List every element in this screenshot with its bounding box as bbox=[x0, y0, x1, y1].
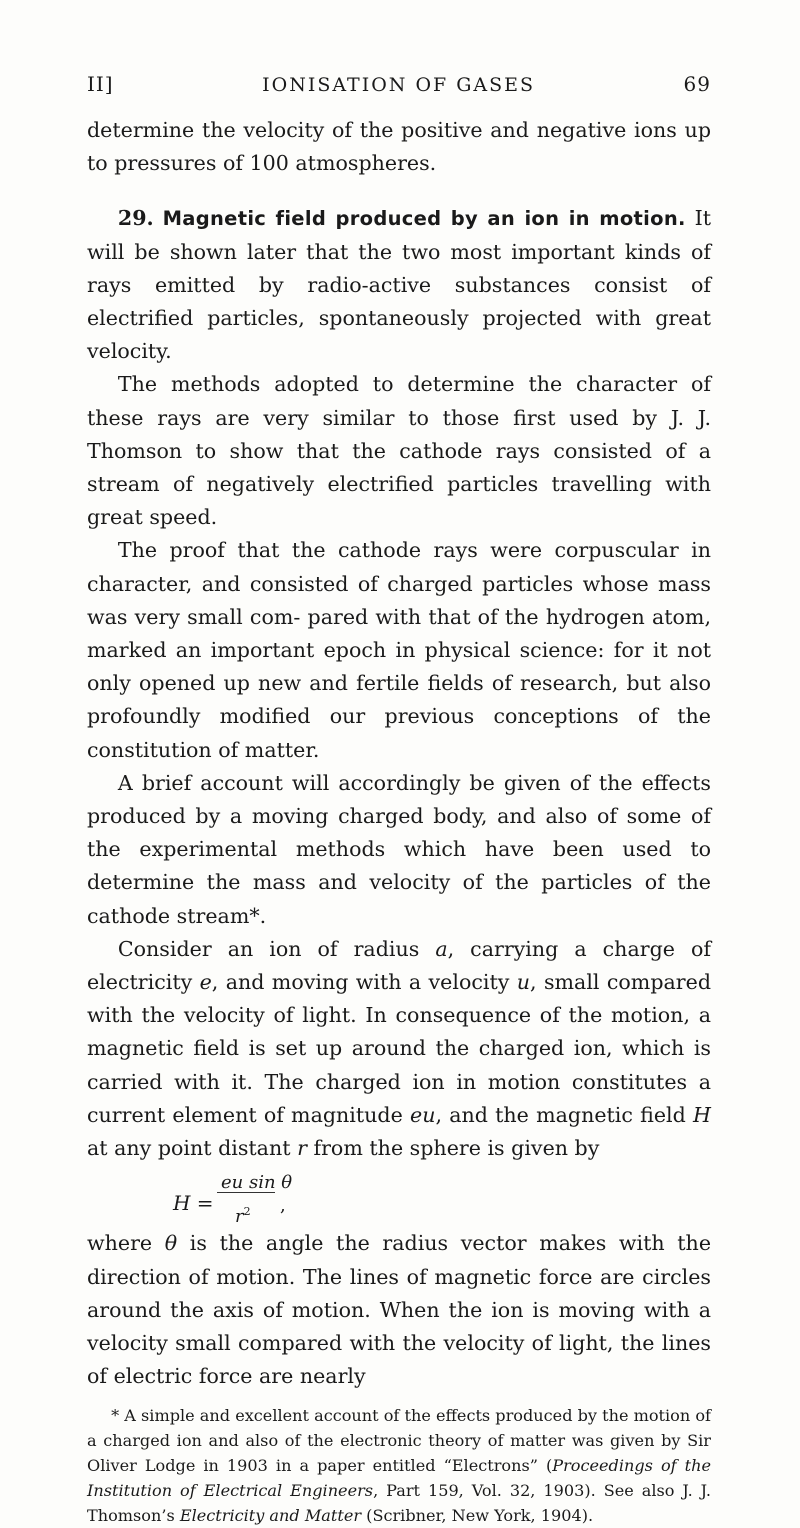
equation-numerator: eu sin θ bbox=[221, 1172, 293, 1194]
equation-lhs: H = bbox=[173, 1191, 214, 1216]
paragraph: A brief account will accordingly be given of the effects produced by a moving charged body, and also of some of the experimental methods which have been used to determine the mass and velocity of the particles of the cathode stream*. bbox=[87, 770, 711, 928]
journal-title: Proceedings of the Institution of Electrical Engineers bbox=[87, 1456, 711, 1501]
equation-comma: , bbox=[280, 1195, 286, 1217]
magnetic-field-equation bbox=[87, 1165, 711, 1227]
equation-denominator: $r^2$ bbox=[235, 1205, 251, 1228]
paragraph: Consider an ion of radius a, carrying a charge of electricity e, and moving with a velocity u, small compared with the velocity of light. In consequence of the motion, a magnetic field is set up around the charged ion, which is carried with it. The charged ion in motion constitutes a current element of magnitude eu, and the magnetic field H at any point distant r from the sphere is given by bbox=[87, 936, 712, 1161]
paragraph: where θ is the angle the radius vector makes with the direction of motion. The lines of magnetic force are circles around the axis of motion. When the ion is moving with a velocity small compared with the velocity of light, the lines of electric force are nearly bbox=[87, 1231, 712, 1389]
paragraph: The proof that the cathode rays were corpuscular in character, and consisted of charged particles whose mass was very small com- pared with that of the hydrogen atom, marked an important epoch in physical science: for it not only opened up new and fertile fields of research, but also profoundly modified our previous conceptions of the constitution of matter. bbox=[87, 538, 711, 762]
paragraph-continuation: determine the velocity of the positive and negative ions up to pressures of 100 atmospheres. bbox=[87, 118, 711, 176]
section-number: 29. bbox=[117, 206, 154, 231]
book-title: Electricity and Matter bbox=[179, 1506, 362, 1526]
fraction-bar bbox=[217, 1192, 275, 1193]
footnote: * A simple and excellent account of the effects produced by the motion of a charged ion and also of the electronic theory of matter was given by Sir Oliver Lodge in 1903 in a paper entitled “Electrons” (Proceedings of the Institution of Electrical Engineers, Part 159, Vol. 32, 1903). See also J. J. Thomson’s Electricity and Matter (Scribner, New York, 1904). bbox=[87, 1406, 711, 1526]
paragraph: The methods adopted to determine the character of these rays are very similar to those first used by J. J. Thomson to show that the cathode rays consisted of a stream of negatively electrified particles travelling with great speed. bbox=[87, 372, 711, 530]
chapter-marker: II] bbox=[87, 72, 114, 96]
page-number: 69 bbox=[683, 72, 711, 96]
section-heading: Magnetic field produced by an ion in motion. bbox=[162, 207, 686, 231]
section-text: It will be shown later that the two most important kinds of rays emitted by radio-active substances consist of electrified particles, spontaneously projected with great velocity. bbox=[87, 206, 712, 364]
running-title: IONISATION OF GASES bbox=[262, 74, 536, 96]
running-header bbox=[87, 72, 711, 96]
section-paragraph bbox=[87, 202, 711, 368]
book-page bbox=[87, 72, 711, 1528]
body-text bbox=[87, 114, 711, 1393]
